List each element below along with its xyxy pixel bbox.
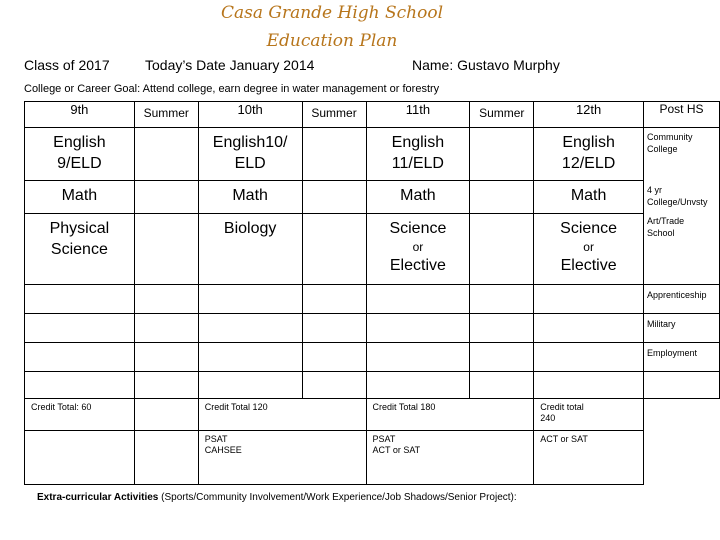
- col-12th: 12th: [534, 102, 644, 128]
- summer-3-science: [470, 214, 534, 285]
- option-employment: Employment: [644, 343, 720, 372]
- empty-cell: [25, 285, 135, 314]
- science-10th: Biology: [198, 214, 302, 285]
- math-10th: Math: [198, 181, 302, 214]
- option-apprenticeship: Apprenticeship: [644, 285, 720, 314]
- empty-cell: [302, 285, 366, 314]
- english-10th: English10/ ELD: [198, 128, 302, 181]
- empty-cell: [198, 343, 302, 372]
- class-of: Class of 2017: [24, 57, 110, 73]
- summer-3-english: [470, 128, 534, 181]
- credit-total-10th: Credit Total 120: [198, 399, 366, 431]
- summer-2-math: [302, 181, 366, 214]
- empty-cell: [534, 285, 644, 314]
- empty-cell: [644, 399, 720, 431]
- extracurricular-label: Extra-curricular Activities: [37, 492, 159, 503]
- empty-cell: [366, 285, 470, 314]
- col-9th: 9th: [25, 102, 135, 128]
- empty-cell: [134, 285, 198, 314]
- option-art-trade-school: Art/Trade School: [647, 216, 685, 238]
- empty-cell: [534, 343, 644, 372]
- empty-cell: [644, 431, 720, 485]
- credit-total-12th: Credit total 240: [534, 399, 644, 431]
- col-summer-1: Summer: [134, 102, 198, 128]
- summer-2-english: [302, 128, 366, 181]
- tests-10th: PSAT CAHSEE: [198, 431, 366, 485]
- summer-1-science: [134, 214, 198, 285]
- education-plan-table: [24, 101, 720, 485]
- option-4yr-college: 4 yr College/Unvsty: [647, 185, 708, 207]
- summer-1-english: [134, 128, 198, 181]
- empty-cell: [25, 343, 135, 372]
- empty-cell: [470, 343, 534, 372]
- empty-cell: [134, 431, 198, 485]
- school-name: Casa Grande High School: [220, 3, 444, 23]
- empty-cell: [470, 314, 534, 343]
- tests-12th: ACT or SAT: [534, 431, 644, 485]
- empty-cell: [644, 372, 720, 399]
- science-11th: Science or Elective: [366, 214, 470, 285]
- math-11th: Math: [366, 181, 470, 214]
- credit-total-11th: Credit Total 180: [366, 399, 534, 431]
- col-summer-3: Summer: [470, 102, 534, 128]
- empty-cell: [198, 285, 302, 314]
- empty-cell: [302, 343, 366, 372]
- document-title: Education Plan: [266, 31, 398, 51]
- math-12th: Math: [534, 181, 644, 214]
- english-11th: English 11/ELD: [366, 128, 470, 181]
- empty-cell: [366, 314, 470, 343]
- tests-11th: PSAT ACT or SAT: [366, 431, 534, 485]
- col-summer-2: Summer: [302, 102, 366, 128]
- empty-cell: [366, 343, 470, 372]
- summer-1-math: [134, 181, 198, 214]
- empty-cell: [302, 372, 366, 399]
- empty-cell: [198, 314, 302, 343]
- summer-2-science: [302, 214, 366, 285]
- col-11th: 11th: [366, 102, 470, 128]
- empty-cell: [470, 285, 534, 314]
- student-name: Name: Gustavo Murphy: [412, 57, 560, 73]
- empty-cell: [198, 372, 302, 399]
- english-9th: English 9/ELD: [25, 128, 135, 181]
- empty-cell: [25, 431, 135, 485]
- extracurricular-activities: [37, 492, 517, 503]
- empty-cell: [25, 314, 135, 343]
- col-post-hs: Post HS: [644, 102, 720, 128]
- summer-3-math: [470, 181, 534, 214]
- option-military: Military: [644, 314, 720, 343]
- science-12th: Science or Elective: [534, 214, 644, 285]
- empty-cell: [534, 314, 644, 343]
- math-9th: Math: [25, 181, 135, 214]
- english-12th: English 12/ELD: [534, 128, 644, 181]
- empty-cell: [25, 372, 135, 399]
- col-10th: 10th: [198, 102, 302, 128]
- extracurricular-detail: (Sports/Community Involvement/Work Experience/Job Shadows/Senior Project):: [158, 492, 517, 503]
- empty-cell: [366, 372, 470, 399]
- todays-date: Today’s Date January 2014: [145, 57, 315, 73]
- empty-cell: [134, 343, 198, 372]
- credit-total-9th: Credit Total: 60: [25, 399, 135, 431]
- post-hs-options: [644, 128, 720, 285]
- empty-cell: [302, 314, 366, 343]
- science-9th: Physical Science: [25, 214, 135, 285]
- empty-cell: [134, 314, 198, 343]
- empty-cell: [134, 399, 198, 431]
- career-goal: College or Career Goal: Attend college, earn degree in water management or forestry: [24, 83, 440, 95]
- empty-cell: [470, 372, 534, 399]
- empty-cell: [534, 372, 644, 399]
- empty-cell: [134, 372, 198, 399]
- option-community-college: Community College: [647, 132, 693, 154]
